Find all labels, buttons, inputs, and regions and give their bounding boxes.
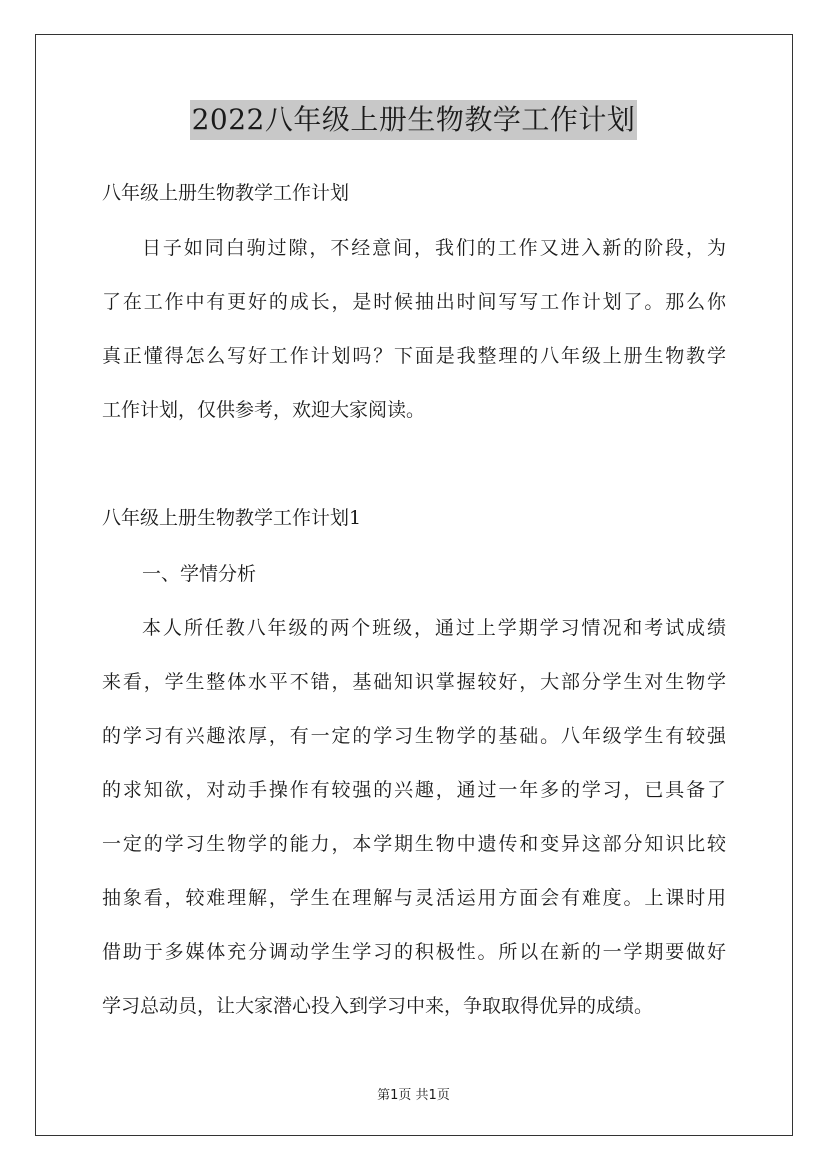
intro-line: 工作计划，仅供参考，欢迎大家阅读。 (102, 399, 426, 421)
body-line: 一定的学习生物学的能力，本学期生物中遗传和变异这部分知识比较 (102, 833, 726, 855)
body-line: 的学习有兴趣浓厚，有一定的学习生物学的基础。八年级学生有较强 (102, 725, 726, 747)
body-line: 学习总动员，让大家潜心投入到学习中来，争取取得优异的成绩。 (102, 995, 654, 1017)
body-line: 本人所任教八年级的两个班级，通过上学期学习情况和考试成绩 (142, 617, 726, 639)
page-footer: 第1页 共1页 (377, 1088, 450, 1103)
body-line: 抽象看，较难理解，学生在理解与灵活运用方面会有难度。上课时用 (102, 887, 726, 909)
document-title-wrapper (0, 100, 827, 140)
body-line: 的求知欲，对动手操作有较强的兴趣，通过一年多的学习，已具备了 (102, 779, 726, 801)
intro-line: 了在工作中有更好的成长，是时候抽出时间写写工作计划了。那么你 (102, 291, 726, 313)
intro-line: 真正懂得怎么写好工作计划吗？下面是我整理的八年级上册生物教学 (102, 345, 726, 367)
document-title: 2022八年级上册生物教学工作计划 (190, 100, 638, 140)
body-line: 借助于多媒体充分调动学生学习的积极性。所以在新的一学期要做好 (102, 941, 726, 963)
section-heading: 一、学情分析 (142, 563, 257, 585)
body-line: 来看，学生整体水平不错，基础知识掌握较好，大部分学生对生物学 (102, 671, 726, 693)
document-subtitle: 八年级上册生物教学工作计划 (102, 182, 350, 204)
section-title: 八年级上册生物教学工作计划1 (102, 507, 362, 529)
intro-line: 日子如同白驹过隙，不经意间，我们的工作又进入新的阶段，为 (142, 237, 726, 259)
